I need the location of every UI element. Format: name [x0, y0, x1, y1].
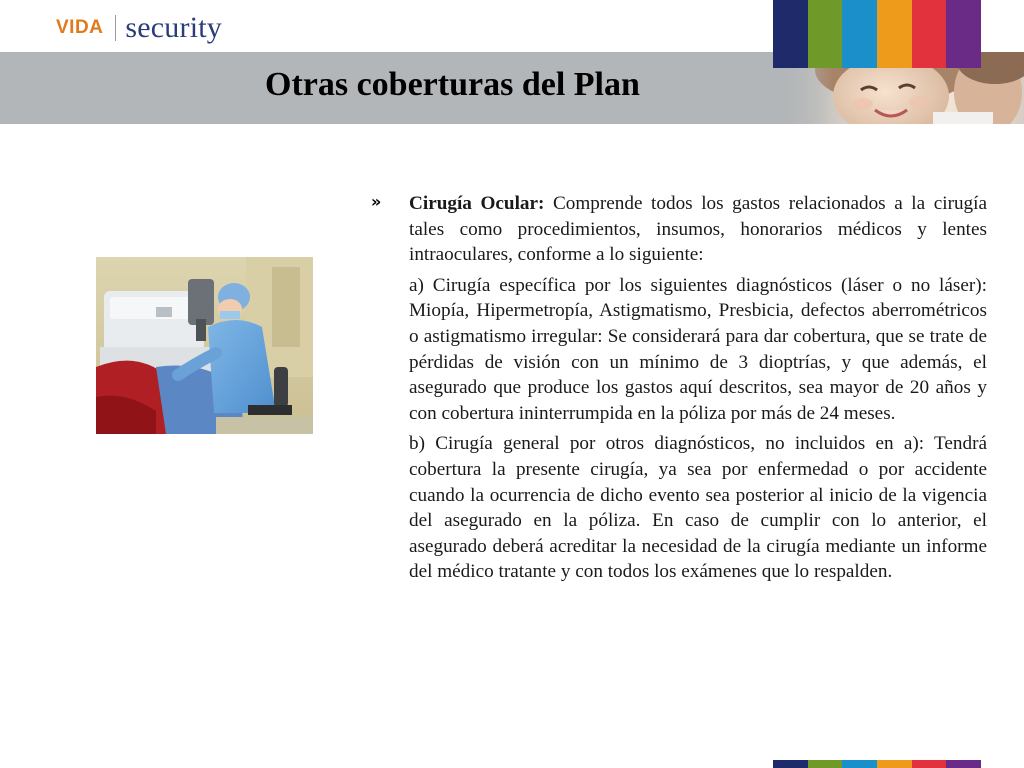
lead-text: Comprende todos los gastos relacionados a la cirugía tales como procedimientos, insumos, honorarios médicos y lentes intraoculares, conforme a lo siguiente:	[409, 193, 987, 266]
stripe-red	[912, 0, 947, 68]
stripe-orange-bottom	[877, 760, 912, 768]
logo-divider	[115, 15, 116, 41]
stripe-red-bottom	[912, 760, 947, 768]
stripe-green-bottom	[808, 760, 843, 768]
slide-title: Otras coberturas del Plan	[265, 66, 640, 103]
stripe-orange	[877, 0, 912, 68]
stripe-navy-bottom	[773, 760, 808, 768]
stripe-green	[808, 0, 843, 68]
brand-color-stripes-bottom	[773, 760, 981, 768]
stripe-blue-bottom	[842, 760, 877, 768]
stripe-navy	[773, 0, 808, 68]
stripe-blue	[842, 0, 877, 68]
stripe-purple-bottom	[946, 760, 981, 768]
lead-label: Cirugía Ocular:	[409, 193, 545, 214]
logo-security-text: security	[125, 11, 222, 44]
stripe-purple	[946, 0, 981, 68]
logo-vida-text: VIDA	[56, 17, 104, 38]
paragraph-b: b) Cirugía general por otros diagnósticos, no incluidos en a): Tendrá cobertura la presente cirugía, ya sea por enfermedad o por accidente cuando la ocurrencia de dicho evento sea posterior al inicio de la vigencia del asegurado en la póliza. En caso de cumplir con lo anterior, el asegurado deberá acreditar la necesidad de la cirugía mediante un informe del médico tratante y con todos los exámenes que lo respalden.	[409, 433, 987, 583]
paragraph-a: a) Cirugía específica por los siguientes diagnósticos (láser o no láser): Miopía, Hipermetropía, Astigmatismo, Presbicia, defectos aberrométricos o astigmatismo irregular: Se considerará para dar cobertura, que se trate de pérdidas de visión con un mínimo de 3 dioptrías, y que además, el asegurado que produce los gastos aquí descritos, sea mayor de 20 años y con cobertura ininterrumpida en la póliza por más de 24 meses.	[409, 274, 987, 424]
coverage-description	[409, 191, 987, 590]
bullet-marker: »	[371, 192, 382, 211]
lead-paragraph	[409, 191, 987, 268]
eye-surgery-photo	[96, 257, 313, 434]
brand-color-stripes-top	[773, 0, 981, 68]
vida-security-logo	[56, 8, 222, 48]
